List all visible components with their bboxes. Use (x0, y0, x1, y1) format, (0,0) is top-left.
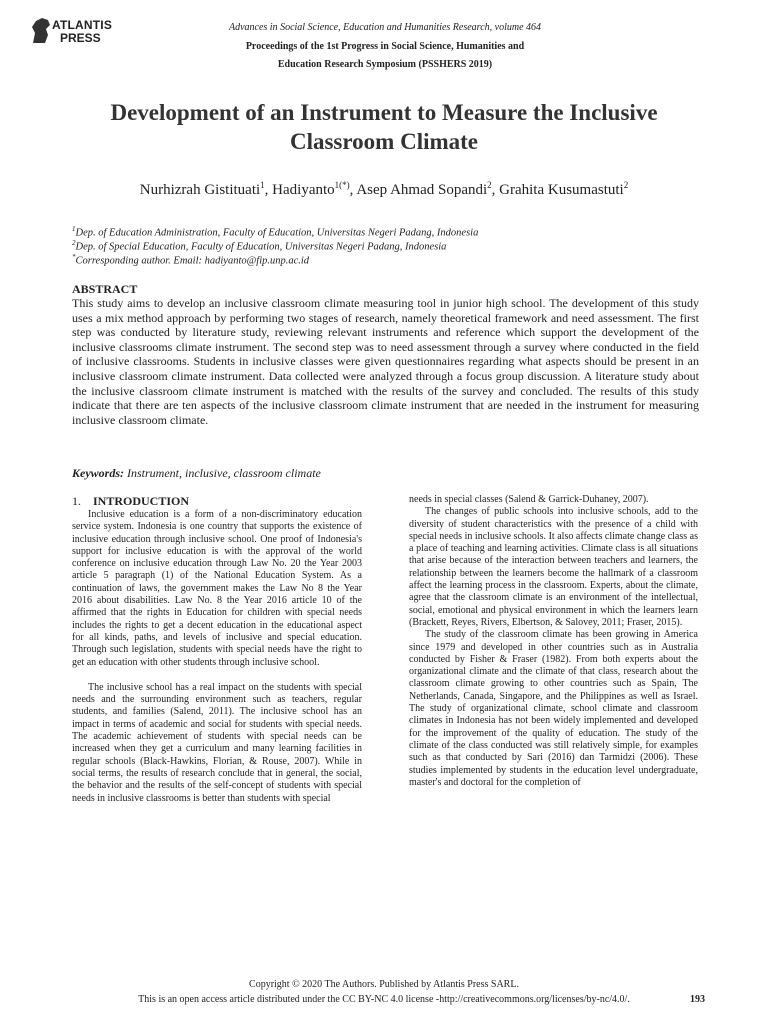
affiliation-text: Dep. of Education Administration, Faculty of Education, Universitas Negeri Padang, Indonesia (75, 227, 479, 239)
proceedings-header-line-2: Education Research Symposium (PSSHERS 2019) (277, 59, 493, 70)
paragraph: The study of the classroom climate has been growing in America since 1979 and developed in other countries such as in Australia conducted by Fisher & Fraser (1982). From both experts about the organizational climate and the climate of that class, research about the classroom climate growing to other countries such as Spain, The Netherlands, Canada, Singapore, and the Philippines as well as Israel. The study of organizational climate, school climate and classroom climates in Indonesia has not been widely implemented and developed for the improvement of the quality of education. The study of the climate of the class conducted was still relatively simple, for examples such as that conducted by Sari (2016) dan Tarmidzi (2006). These studies implemented by students in the education level undergraduate, master's and doctoral for the completion of (409, 629, 698, 788)
affiliation-1 (72, 225, 478, 239)
author-superscript: 1(*) (334, 180, 350, 190)
author-name: Grahita Kusumastuti (499, 182, 624, 198)
paragraph: The changes of public schools into inclusive schools, add to the diversity of student characteristics with the presence of a child with special needs in inclusive schools. It also affects climate change class as a place of teaching and learning activities. Climate class is all situations that arise because of the interaction between teachers and learners, the relationship between the learners become the hallmark of a classroom affect the learning process in the classroom. Experts, about the climate, agree that the classroom climate is an environment of the intellectual, social, emotional and physical environment in which the learners learn (Brackett, Reyes, Rivers, Elbertson, & Salovey, 2011; Fraser, 2015). (409, 506, 698, 628)
column-right (409, 494, 698, 789)
author-name: Hadiyanto (272, 182, 335, 198)
abstract-body: This study aims to develop an inclusive classroom climate measuring tool in junior high school. The development of this study uses a mix method approach by performing two stages of research, namely theoretical framework and need assessment. The first step was conducted by literature study, reviewing relevant instruments and reference which support the development of the inclusive classrooms climate instrument. The second step was to need assessment through a survey where conducted in the field of inclusive classrooms. Students in inclusive classes were given questionnaires regarding what aspects should be present in an inclusive classroom climate instrument. Data collected were analyzed through a focus group discussion. A literature study about the inclusive classroom climate instrument is matched with the results of the survey and concluded. The results of this study indicate that there are ten aspects of the inclusive classroom climate instrument that are needed in the instrument for measuring inclusive classroom climate. (72, 296, 699, 427)
abstract-heading: ABSTRACT (72, 282, 138, 296)
affiliation-2 (72, 239, 446, 253)
paragraph: Inclusive education is a form of a non-discriminatory education service system. Indonesia is one country that supports the existence of inclusive education through inclusive school. One proof of Indonesia's support for inclusive education is with the approval of the world conference on inclusive education through Law No. 20 the Year 2003 article 5 paragraph (1) of the National Education System. As a continuation of laws, the government makes the Law No 8 the Year 2016 about disabilities. Law No. 8 the Year 2016 article 10 of the affirmed that the rights in Education for children with special needs includes the rights to get a decent education in the educational aspect for all kinds, paths, and levels of inclusive and special education. Through such legislation, students with special needs have the right to get an education with other students through inclusive school. (72, 509, 362, 668)
author-superscript: 2 (487, 180, 492, 190)
affiliation-text: Dep. of Special Education, Faculty of Education, Universitas Negeri Padang, Indonesia (75, 241, 447, 253)
section-number: 1. (72, 494, 81, 508)
affiliation-superscript: 1 (72, 225, 76, 233)
affiliation-text: Corresponding author. Email: hadiyanto@fip.unp.ac.id (75, 255, 310, 267)
title-line-1: Development of an Instrument to Measure the Inclusive (110, 100, 658, 125)
keywords-text: Instrument, inclusive, classroom climate (127, 466, 321, 480)
atlantis-figure-icon (30, 15, 54, 45)
affiliation-superscript: * (72, 253, 76, 261)
paragraph: needs in special classes (Salend & Garrick-Duhaney, 2007). (409, 494, 649, 505)
section-heading (72, 494, 362, 508)
keywords (72, 466, 321, 481)
author-separator: , (264, 182, 273, 198)
column-left (72, 494, 362, 805)
logo-line-1: ATLANTIS (52, 18, 113, 32)
atlantis-press-logo (30, 15, 130, 47)
keywords-label: Keywords: (72, 466, 124, 480)
footer-copyright: Copyright © 2020 The Authors. Published by Atlantis Press SARL. (249, 979, 519, 990)
footer-license: This is an open access article distributed under the CC BY-NC 4.0 license -http://creativecommons.org/licenses/by-nc/4.0/. (138, 994, 630, 1005)
logo-line-2: PRESS (60, 31, 101, 45)
affiliation-superscript: 2 (72, 239, 76, 247)
section-title: INTRODUCTION (93, 494, 190, 508)
author-separator: , (491, 182, 500, 198)
author-name: Nurhizrah Gistituati (139, 182, 261, 198)
corresponding-author (72, 253, 309, 267)
author-superscript: 2 (623, 180, 629, 190)
page-number: 193 (690, 994, 705, 1005)
title-line-2: Classroom Climate (289, 129, 479, 154)
author-separator: , (349, 182, 357, 198)
proceedings-header-line-1: Proceedings of the 1st Progress in Social Science, Humanities and (245, 41, 525, 52)
author-name: Asep Ahmad Sopandi (356, 182, 488, 198)
journal-header: Advances in Social Science, Education and Humanities Research, volume 464 (228, 22, 542, 33)
paper-title (40, 98, 728, 156)
paragraph: The inclusive school has a real impact on the students with special needs and the surrounding environment such as teachers, regular students, and families (Salend, 2011). The inclusive school has an impact in terms of academic and social for students with special needs. The academic achievement of students with special needs can be increased when they get a curriculum and many learning facilities in regular schools (Black-Hawkins, Florian, & Rouse, 2007). While in social terms, the results of research conclude that in general, the social, the behavior and the results of the self-concept of students with special needs in inclusive classrooms is better than students with special (72, 681, 362, 804)
author-superscript: 1 (260, 180, 265, 190)
author-list (40, 180, 728, 199)
